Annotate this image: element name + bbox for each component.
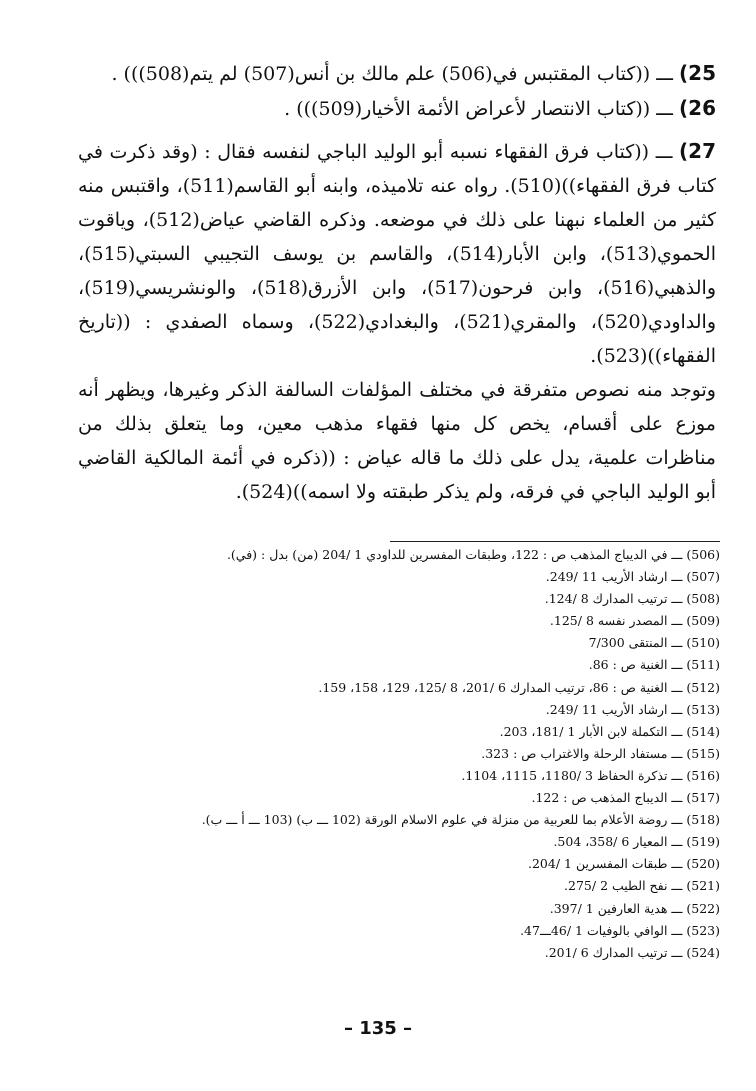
footnote: (512) ـــ الغنية ص : 86، ترتيب المدارك 6 /201، 8 /125، 129، 158، 159. <box>318 679 720 695</box>
footnote: (511) ـــ الغنية ص : 86. <box>588 657 720 673</box>
footnote: (523) ـــ الوافي بالوفيات 1 /46ـــ47. <box>520 922 720 938</box>
entry-text: ـــ ((كتاب الانتصار لأعراض الأئمة الأخيار(509))) . <box>284 98 673 120</box>
paragraph: وتوجد منه نصوص متفرقة في مختلف المؤلفات السالفة الذكر وغيرها، ويظهر أنه موزع على أقسام، يخص كل منها فقهاء مذهب معين، وما يتعلق بذلك من مناظرات علمية، يدل على ذلك ما قاله عياض : ((ذكره في أئمة المالكية القاضي أبو الوليد الباجي في فرقه، ولم يذكر طبقته ولا اسمه))(524). <box>78 379 716 503</box>
entry-number: 26) <box>679 96 716 120</box>
footnote: (513) ـــ ارشاد الأريب 11 /249. <box>545 701 720 717</box>
footnote: (507) ـــ ارشاد الأريب 11 /249. <box>545 569 720 585</box>
entry-26 <box>78 91 716 126</box>
page-number: – 135 – <box>343 1018 413 1039</box>
entry-number: 25) <box>679 61 716 85</box>
footnote: (508) ـــ ترتيب المدارك 8 /124. <box>544 591 720 607</box>
footnote: (519) ـــ المعيار 6 /358، 504. <box>553 834 720 850</box>
footnote: (518) ـــ روضة الأعلام بما للعربية من منزلة في علوم الاسلام الورقة (102 ـــ ب) (103 ـــ أ ـــ ب). <box>201 812 720 828</box>
footnote: (522) ـــ هدية العارفين 1 /397. <box>549 900 720 916</box>
footnote: (506) ـــ في الديباج المذهب ص : 122، وطبقات المفسرين للداودي 1 /204 (من) بدل : (في). <box>226 547 720 562</box>
footnote-divider <box>390 541 720 542</box>
footnotes <box>60 544 720 964</box>
footnote: (515) ـــ مستفاد الرحلة والاغتراب ص : 323. <box>481 745 720 761</box>
footnote: (520) ـــ طبقات المفسرين 1 /204. <box>528 856 720 872</box>
footnote: (514) ـــ التكملة لابن الأبار 1 /181، 203. <box>499 723 720 739</box>
entry-25 <box>78 56 716 91</box>
footnote: (521) ـــ نفح الطيب 2 /275. <box>564 878 720 894</box>
entry-text: ـــ ((كتاب المقتبس في(506) علم مالك بن أنس(507) لم يتم(508))) . <box>111 63 673 85</box>
footnote: (516) ـــ تذكرة الحفاظ 3 /1180، 1115، 1104. <box>461 767 720 783</box>
entry-number: 27) <box>679 139 716 163</box>
entry-27 <box>78 134 716 373</box>
entry-text: ـــ ((كتاب فرق الفقهاء نسبه أبو الوليد الباجي لنفسه فقال : (وقد ذكرت في كتاب فرق الفقهاء))(510). رواه عنه تلاميذه، وابنه أبو القاسم(511)، واقتبس منه كثير من العلماء نبهنا على ذلك في موضعه. وذكره القاضي عياض(512)، وياقوت الحموي(513)، وابن الأبار(514)، والقاسم بن يوسف التجيبي السبتي(515)، والذهبي(516)، وابن فرحون(517)، وابن الأزرق(518)، والونشريسي(519)، والداودي(520)، والمقري(521)، والبغدادي(522)، وسماه الصفدي : ((تاريخ الفقهاء))(523). <box>78 141 717 367</box>
footnote: (524) ـــ ترتيب المدارك 6 /201. <box>544 944 720 960</box>
main-text <box>78 56 716 509</box>
footnote: (509) ـــ المصدر نفسه 8 /125. <box>549 613 720 629</box>
footnote: (517) ـــ الديباج المذهب ص : 122. <box>531 790 720 806</box>
footnote: (510) ـــ المنتقى 7/300 <box>588 635 720 651</box>
